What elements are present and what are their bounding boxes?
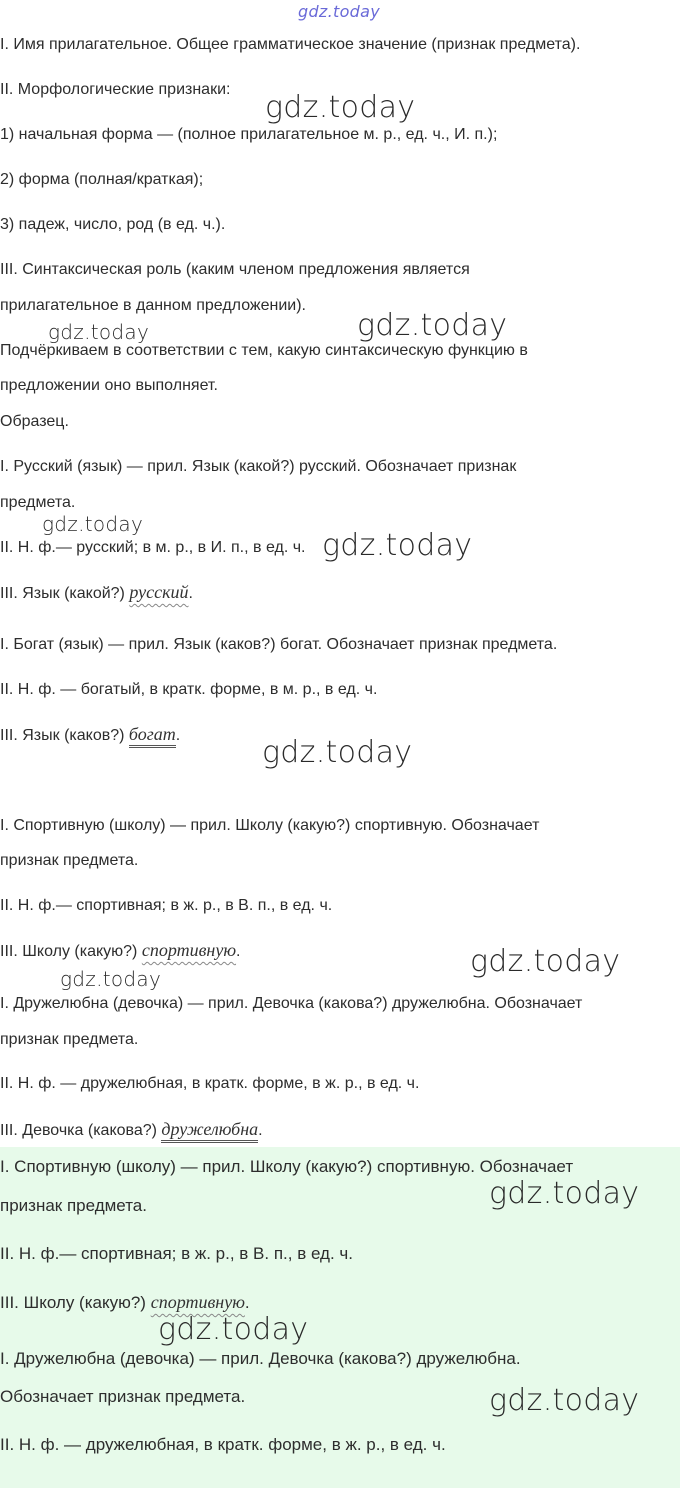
plan-line-5: 3) падеж, число, род (в ед. ч.).: [0, 216, 226, 233]
example2-line-1: I. Богат (язык) — прил. Язык (каков?) богат. Обозначает признак предмета.: [0, 636, 558, 653]
task2-line-2: признак предмета.: [0, 1031, 139, 1048]
watermark: gdz.today: [262, 735, 413, 770]
example1-period: .: [188, 585, 193, 602]
solution-underlined-word: спортивную: [150, 1292, 245, 1312]
watermark: gdz.today: [322, 528, 473, 563]
example1-line-2: предмета.: [0, 494, 76, 511]
solution-line-6: Обозначает признак предмета.: [0, 1387, 246, 1406]
watermark: gdz.today: [489, 1176, 640, 1211]
plan-line-6: III. Синтаксическая роль (каким членом предложения является: [0, 261, 470, 278]
watermark: gdz.today: [489, 1383, 640, 1418]
task2-line-3: II. Н. ф. — дружелюбная, в кратк. форме, в ж. р., в ед. ч.: [0, 1075, 420, 1092]
solution-line-4: [0, 1292, 250, 1313]
solution-line-2: признак предмета.: [0, 1196, 147, 1215]
example1-line-4: [0, 582, 193, 604]
task1-line-2: признак предмета.: [0, 852, 139, 869]
watermark: gdz.today: [470, 944, 621, 979]
solution-line-3: II. Н. ф.— спортивная; в ж. р., в В. п., в ед. ч.: [0, 1244, 353, 1263]
task2-period: .: [258, 1122, 263, 1139]
plan-line-7: прилагательное в данном предложении).: [0, 297, 306, 314]
plan-line-8: Подчёркиваем в соответствии с тем, какую синтаксическую функцию в: [0, 342, 528, 359]
example1-syntax-label: III. Язык (какой?): [0, 585, 125, 602]
watermark: gdz.today: [265, 90, 416, 125]
plan-line-2: II. Морфологические признаки:: [0, 81, 231, 98]
task1-line-4: [0, 940, 240, 962]
task1-line-1: I. Спортивную (школу) — прил. Школу (какую?) спортивную. Обозначает: [0, 817, 540, 834]
solution-line-1: I. Спортивную (школу) — прил. Школу (какую?) спортивную. Обозначает: [0, 1157, 574, 1176]
example1-line-3: II. Н. ф.— русский; в м. р., в И. п., в ед. ч.: [0, 539, 306, 556]
example1-line-1: I. Русский (язык) — прил. Язык (какой?) русский. Обозначает признак: [0, 458, 517, 475]
plan-line-1: I. Имя прилагательное. Общее грамматическое значение (признак предмета).: [0, 36, 581, 53]
task1-underlined-word: спортивную: [141, 940, 237, 960]
plan-line-3: 1) начальная форма — (полное прилагательное м. р., ед. ч., И. п.);: [0, 126, 498, 143]
task2-underlined-word: дружелюбна: [161, 1119, 258, 1143]
example2-syntax-label: III. Язык (каков?): [0, 727, 125, 744]
watermark: gdz.today: [158, 1312, 309, 1347]
example2-line-3: [0, 724, 180, 746]
solution-line-7: II. Н. ф. — дружелюбная, в кратк. форме, в ж. р., в ед. ч.: [0, 1435, 446, 1454]
solution-syntax-label: III. Школу (какую?): [0, 1293, 146, 1312]
task2-line-1: I. Дружелюбна (девочка) — прил. Девочка (какова?) дружелюбна. Обозначает: [0, 995, 583, 1012]
solution-period: .: [244, 1293, 250, 1312]
task1-syntax-label: III. Школу (какую?): [0, 943, 138, 960]
example2-line-2: II. Н. ф. — богатый, в кратк. форме, в м. р., в ед. ч.: [0, 681, 378, 698]
example1-underlined-word: русский: [129, 582, 189, 602]
header-watermark: gdz.today: [298, 2, 380, 21]
task2-line-4: [0, 1119, 263, 1141]
watermark: gdz.today: [357, 308, 508, 343]
watermark: gdz.today: [60, 967, 162, 991]
plan-line-9: предложении оно выполняет.: [0, 377, 218, 394]
plan-sample-heading: Образец.: [0, 413, 69, 430]
example2-period: .: [175, 727, 181, 744]
example2-underlined-word: богат: [129, 724, 176, 748]
task2-syntax-label: III. Девочка (какова?): [0, 1122, 157, 1139]
plan-line-4: 2) форма (полная/краткая);: [0, 171, 204, 188]
task1-line-3: II. Н. ф.— спортивная; в ж. р., в В. п., в ед. ч.: [0, 897, 333, 914]
watermark: gdz.today: [42, 512, 144, 536]
watermark: gdz.today: [48, 320, 150, 344]
task1-period: .: [236, 943, 241, 960]
solution-line-5: I. Дружелюбна (девочка) — прил. Девочка (какова?) дружелюбна.: [0, 1349, 521, 1368]
